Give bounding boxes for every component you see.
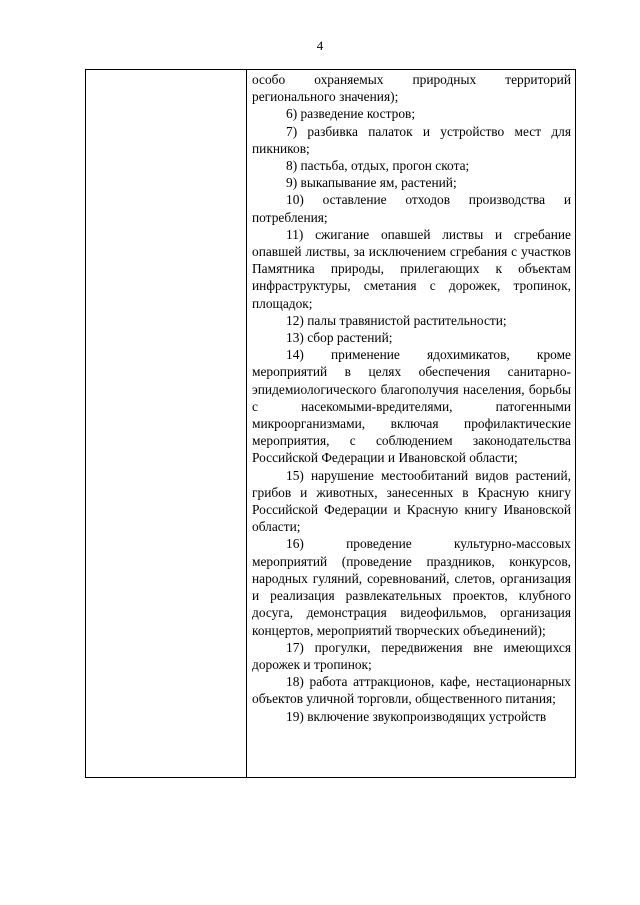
list-item: 12) палы травянистой растительности; — [286, 312, 507, 328]
list-item: 13) сбор растений; — [286, 330, 393, 346]
list-item: 8) пастьба, отдых, прогон скота; — [286, 158, 470, 174]
page-number: 4 — [316, 38, 324, 53]
list-item: 6) разведение костров; — [286, 106, 416, 122]
list-item: 15) нарушение местообитаний видов растений, грибов и животных, занесенных в Красную книгу Российской Федерации и Красную книгу Ивановской области; — [252, 467, 571, 535]
list-item: 7) разбивка палаток и устройство мест для пикников; — [252, 123, 571, 156]
list-item: 16) проведение культурно-массовых мероприятий (проведение праздников, конкурсов, народных гуляний, соревнований, слетов, организация и реализация развлекательных проектов, клубного досуга, демонстрация видеофильмов, организация концертов, мероприятий творческих объединений); — [252, 536, 571, 638]
table-right-cell — [246, 70, 575, 777]
list-item: особо охраняемых природных территорий регионального значения); — [252, 72, 571, 105]
list-item: 10) оставление отходов производства и потребления; — [252, 192, 571, 225]
list-item: 14) применение ядохимикатов, кроме мероприятий в целях обеспечения санитарно-эпидемиологического благополучия населения, борьбы с насекомыми-вредителями, патогенными микроорганизмами, включая профилактические мероприятия, с соблюдением законодательства Российской Федерации и Ивановской области; — [252, 347, 571, 466]
table-left-cell — [86, 70, 247, 777]
list-item: 19) включение звукопроизводящих устройств — [286, 708, 547, 724]
list-item: 11) сжигание опавшей листвы и сгребание опавшей листвы, за исключением сгребания с участков Памятника природы, прилегающих к объектам инфраструктуры, сметания с дорожек, тропинок, площадок; — [252, 226, 571, 311]
document-table — [85, 69, 576, 778]
list-item: 9) выкапывание ям, растений; — [286, 175, 457, 191]
list-item: 17) прогулки, передвижения вне имеющихся дорожек и тропинок; — [252, 639, 571, 672]
list-item: 18) работа аттракционов, кафе, нестационарных объектов уличной торговли, общественного питания; — [252, 674, 571, 707]
